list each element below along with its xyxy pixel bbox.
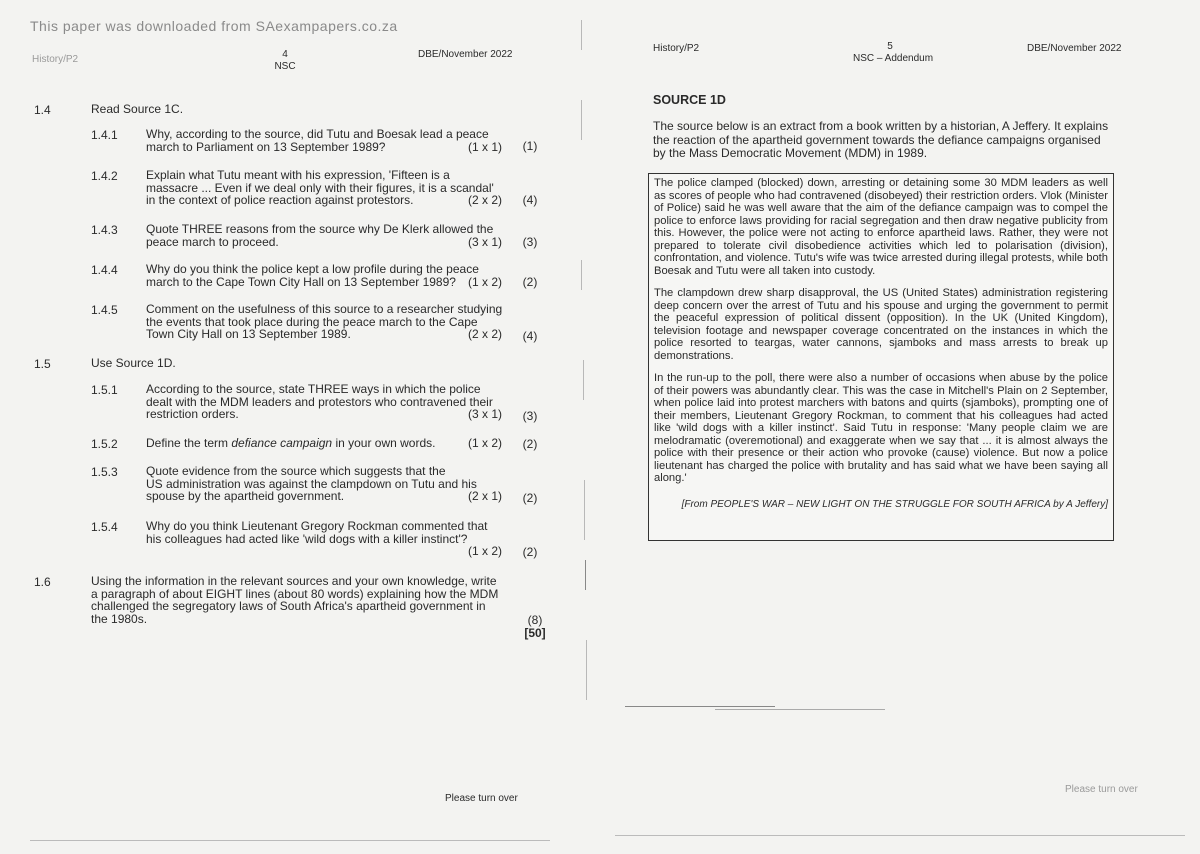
source-reference bbox=[654, 499, 1108, 512]
intro-line: the reaction of the apartheid government towards the defiance campaigns organised bbox=[653, 132, 1101, 147]
question-number: 1.6 bbox=[34, 575, 51, 589]
question-line: Comment on the usefulness of this source to a researcher studying bbox=[146, 302, 503, 316]
question-number: 1.4.4 bbox=[91, 263, 118, 277]
source-extract-box bbox=[648, 173, 1114, 541]
question-text bbox=[146, 128, 502, 153]
bottom-rule bbox=[615, 835, 1185, 836]
question-text bbox=[146, 223, 502, 248]
question-line: Why do you think Lieutenant Gregory Rockman commented that bbox=[146, 519, 488, 533]
defined-term: defiance campaign bbox=[231, 436, 333, 450]
question-number: 1.4.3 bbox=[91, 223, 118, 237]
header-right: DBE/November 2022 bbox=[418, 49, 513, 60]
question-line bbox=[146, 276, 502, 289]
question-line: the events that took place during the peace march to the Cape bbox=[146, 314, 478, 329]
mark-allocation: (1 x 2) bbox=[467, 544, 502, 558]
question-number: 1.5.1 bbox=[91, 383, 118, 397]
question-line bbox=[146, 437, 502, 450]
reference-prefix: [From bbox=[681, 498, 711, 510]
question-number: 1.4.2 bbox=[91, 169, 118, 183]
question-line: massacre ... Even if we deal only with their figures, it is a scandal' bbox=[146, 180, 494, 195]
divider bbox=[625, 706, 775, 707]
question-line-text: in the context of police reaction against protestors. bbox=[146, 193, 414, 207]
footer: Please turn over bbox=[445, 793, 518, 804]
marks: (4) bbox=[522, 193, 538, 207]
marks: (2) bbox=[522, 491, 538, 505]
question-number: 1.4.1 bbox=[91, 128, 118, 142]
fold-mark bbox=[585, 560, 586, 590]
fold-mark bbox=[581, 260, 582, 290]
question-line bbox=[146, 194, 502, 207]
intro-line: The source below is an extract from a book written by a historian, A Jeffery. It explains bbox=[653, 119, 1109, 133]
question-text bbox=[146, 263, 502, 288]
question-line-text: in your own words. bbox=[332, 436, 436, 450]
question-line bbox=[146, 490, 502, 503]
question-line-text: restriction orders. bbox=[146, 407, 239, 421]
question-line: Why, according to the source, did Tutu and Boesak lead a peace bbox=[146, 127, 489, 141]
question-line: Quote THREE reasons from the source why De Klerk allowed the bbox=[146, 222, 494, 236]
question-line bbox=[146, 236, 502, 249]
mark-allocation: (1 x 2) bbox=[467, 274, 502, 289]
question-line bbox=[146, 545, 502, 558]
marks: (3) bbox=[522, 235, 538, 249]
question-number: 1.4 bbox=[34, 103, 51, 117]
header-left: History/P2 bbox=[653, 43, 700, 54]
question-line: Quote evidence from the source which suggests that the bbox=[146, 464, 446, 478]
marks: (4) bbox=[522, 329, 538, 343]
marks: (3) bbox=[522, 409, 538, 423]
question-text bbox=[146, 303, 502, 341]
question-line bbox=[146, 328, 502, 341]
mark-allocation: (2 x 2) bbox=[467, 327, 502, 341]
reference-title: PEOPLE'S WAR – NEW LIGHT ON THE STRUGGLE FOR SOUTH AFRICA bbox=[710, 498, 1051, 510]
header-right: DBE/November 2022 bbox=[1027, 43, 1122, 54]
question-line: dealt with the MDM leaders and protestors who contravened their bbox=[146, 394, 493, 409]
question-line: According to the source, state THREE ways in which the police bbox=[146, 382, 481, 396]
question-line-text: peace march to proceed. bbox=[146, 234, 279, 249]
divider bbox=[715, 709, 885, 710]
marks: (2) bbox=[522, 437, 538, 451]
question-number: 1.5.2 bbox=[91, 437, 118, 451]
fold-mark bbox=[581, 100, 582, 140]
question-line-text: Define the term bbox=[146, 436, 232, 450]
source-title: SOURCE 1D bbox=[653, 93, 726, 107]
footer: Please turn over bbox=[1065, 784, 1138, 795]
question-text bbox=[146, 437, 502, 450]
source-paragraph: The clampdown drew sharp disapproval, the US (United States) administration registering deep concern over the arrest of Tutu and his spouse and urging the government to permit the peaceful expression of political dissent (opposition). In the UK (United Kingdom), television footage and newspaper coverage concentrated on the instances in which the police resorted to teargas, water cannons, sjamboks and mass arrests to break up demonstrations. bbox=[654, 287, 1108, 362]
question-text bbox=[146, 383, 502, 421]
question-text bbox=[91, 575, 503, 625]
source-intro bbox=[653, 120, 1123, 161]
source-paragraph: In the run-up to the poll, there were also a number of occasions when abuse by the police of their powers was abundantly clear. This was the case in Mitchell's Plain on 2 September, when police laid into protest marchers with batons and quirts (sjamboks), prompting one of their members, Lieutenant Gregory Rockman, to comment that his colleagues had acted like 'wild dogs with a killer instinct'. Said Tutu in response: 'Many people claim we are melodramatic (overemotional) and exaggerate when we say that ... it is almost always the police with their presence or their action who provoke (cause) violence. But now a police lieutenant has charged the police with brutality and has said what we have been saying all along.' bbox=[654, 372, 1108, 484]
question-line-text: march to Parliament on 13 September 1989? bbox=[146, 139, 386, 154]
marks: (1) bbox=[522, 139, 538, 153]
intro-line: by the Mass Democratic Movement (MDM) in 1989. bbox=[653, 146, 928, 160]
question-line-text: march to the Cape Town City Hall on 13 September 1989? bbox=[146, 274, 456, 289]
mark-allocation: (2 x 1) bbox=[467, 489, 502, 503]
question-text bbox=[146, 520, 502, 558]
total-marks: [50] bbox=[524, 626, 546, 640]
fold-mark bbox=[583, 360, 584, 400]
mark-allocation: (3 x 1) bbox=[467, 407, 502, 421]
question-line-text: spouse by the apartheid government. bbox=[146, 489, 345, 503]
question-line: Explain what Tutu meant with his expression, 'Fifteen is a bbox=[146, 168, 450, 182]
question-number: 1.5.3 bbox=[91, 465, 118, 479]
marks: (8) bbox=[527, 613, 543, 627]
question-line-text: Town City Hall on 13 September 1989. bbox=[146, 327, 351, 341]
question-number: 1.4.5 bbox=[91, 303, 118, 317]
fold-mark bbox=[586, 640, 587, 700]
question-line: challenged the segregatory laws of South Africa's apartheid government in bbox=[91, 599, 486, 613]
watermark: This paper was downloaded from SAexampapers.co.za bbox=[30, 18, 398, 34]
header-center: NSC bbox=[274, 61, 296, 72]
bottom-rule bbox=[30, 840, 550, 841]
header-center: NSC – Addendum bbox=[852, 53, 934, 64]
question-number: 1.5 bbox=[34, 357, 51, 371]
question-line bbox=[146, 141, 502, 154]
mark-allocation: (1 x 1) bbox=[467, 139, 502, 154]
question-line: Using the information in the relevant sources and your own knowledge, write bbox=[91, 574, 497, 588]
question-text bbox=[146, 169, 502, 207]
mark-allocation: (2 x 2) bbox=[467, 193, 502, 207]
header-left: History/P2 bbox=[32, 54, 79, 65]
question-line: Why do you think the police kept a low profile during the peace bbox=[146, 262, 479, 276]
reference-suffix: by A Jeffery] bbox=[1050, 498, 1108, 510]
question-line: US administration was against the clampdown on Tutu and his bbox=[146, 476, 477, 491]
mark-allocation: (1 x 2) bbox=[467, 436, 502, 450]
question-instruction: Use Source 1D. bbox=[91, 356, 176, 370]
marks: (2) bbox=[522, 275, 538, 289]
mark-allocation: (3 x 1) bbox=[467, 234, 502, 249]
question-text bbox=[146, 465, 502, 503]
fold-mark bbox=[581, 20, 582, 50]
fold-mark bbox=[584, 480, 585, 540]
question-line bbox=[146, 408, 502, 421]
question-line: the 1980s. bbox=[91, 611, 148, 626]
page-number: 4 bbox=[282, 49, 288, 60]
source-paragraph: The police clamped (blocked) down, arresting or detaining some 30 MDM leaders as well as scores of people who had contravened (disobeyed) their restriction orders. Vlok (Minister of Police) said he was well aware that the aim of the defiance campaign was to compel the police to enforce laws providing for racial segregation and then draw negative publicity from this. However, the police were not acting to enforce apartheid laws. Rather, they were not prepared to tolerate civil disobedience activities which led to polarisation (division), confrontation, and violence. Tutu's wife was twice arrested during illegal protests, while both Boesak and Tutu were all taken into custody. bbox=[654, 177, 1108, 277]
question-instruction: Read Source 1C. bbox=[91, 102, 184, 116]
question-line: his colleagues had acted like 'wild dogs with a killer instinct'? bbox=[146, 531, 468, 546]
page-number: 5 bbox=[887, 41, 893, 52]
question-number: 1.5.4 bbox=[91, 520, 118, 534]
left-page bbox=[0, 0, 595, 854]
right-page bbox=[595, 0, 1200, 854]
question-line: a paragraph of about EIGHT lines (about 80 words) explaining how the MDM bbox=[91, 586, 499, 601]
marks: (2) bbox=[522, 545, 538, 559]
